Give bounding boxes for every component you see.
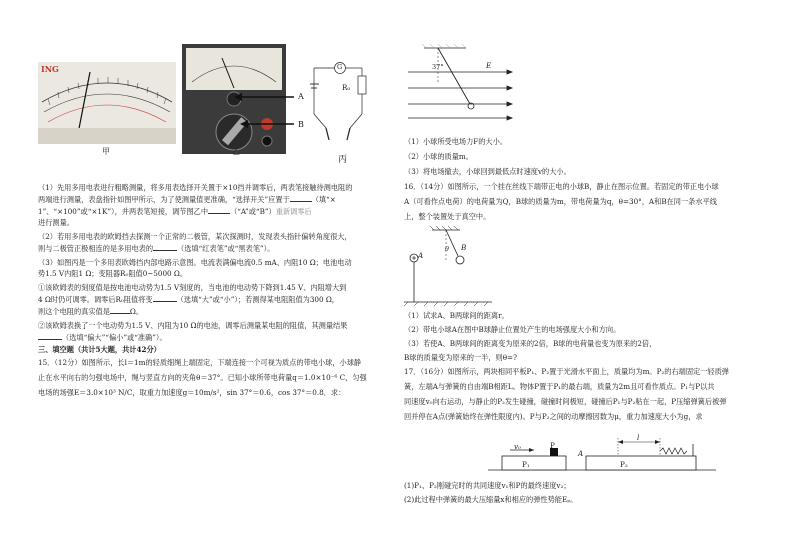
- q17-item-1: (1)P₁、P₂刚碰完时的共同速度v₁和P的最终速度v₂；: [404, 481, 571, 490]
- q2-line-1: （2）若用多用电表的欧姆挡去探测一个正常的二极管，某次探测时，发现表头指针偏转角度很大，: [38, 232, 352, 241]
- figure-caption-bing: 丙: [338, 155, 348, 165]
- dial-scale-drawing: [38, 62, 176, 144]
- q3a-line-2: [38, 293, 400, 305]
- q16-item-3: （3）若使A、B两球间的距离变为原来的2倍，B球的电荷量也变为原来的2倍，: [404, 339, 657, 348]
- q17-label-v0: v₀: [514, 442, 521, 451]
- q16-item-2: （2）带电小球A在图中B球静止位置处产生的电场强度大小和方向。: [404, 325, 621, 334]
- q3-line-2: 势1.5 V内阻1 Ω；变阻器R₀阻值0~5000 Ω。: [38, 269, 188, 278]
- q1-line-2-text: 两端进行测量，表盘指针如图甲所示，为了使测量值更准确，“选择开关”应置于: [38, 195, 290, 204]
- q16-label-b: B: [461, 243, 467, 252]
- plate-p1: [502, 456, 566, 470]
- q1-line-3: [38, 205, 400, 217]
- q3b-line-2: [38, 331, 400, 343]
- plate-p2: [586, 456, 696, 470]
- q17-line-2: 簧，左端A与弹簧的自由端B相距L。物体P置于P₁的最右端，质量为2m且可看作质点。P₁与P以共: [404, 382, 715, 391]
- right-column-bottom: [404, 480, 774, 505]
- q3a-line-1: ①该欧姆表的刻度值是按电池电动势为1.5 V刻度的，当电池的电动势下降到1.45 V、内阻增大到: [38, 283, 347, 292]
- answer-blank[interactable]: [290, 193, 312, 202]
- q1-line-1: （1）先用多用电表进行粗略测量，将多用表选择开关置于×10挡并调零后，两表笔接触待测电阻的: [38, 183, 353, 192]
- q3a-line-3-text: 则这个电阻的真实值是: [38, 307, 110, 316]
- galvanometer-label: G: [337, 63, 343, 71]
- angle-label-37: 37°: [432, 63, 444, 71]
- q3a-line-3: [38, 305, 400, 317]
- q16-label-theta: θ: [445, 245, 449, 253]
- q1-line-3-opt: （“A”或“B”）: [230, 207, 276, 216]
- q2-line-2-text: 则与二极管正极相连的是多用电表的: [38, 244, 154, 253]
- electric-field-figure: [408, 44, 516, 124]
- q2-line-2-opt: （选填“红表笔”或“黑表笔”）。: [177, 244, 275, 253]
- q15-line-1: 15．（12分）如图所示，长l＝1m的轻质细绳上端固定，下端连接一个可视为质点的带电小球，小球静: [38, 358, 362, 367]
- spring: [660, 448, 687, 454]
- q16-label-a: A: [418, 251, 424, 260]
- field-label-e: E: [486, 61, 492, 70]
- figure-caption-jia: 甲: [102, 147, 110, 156]
- q3b-line-2-opt: （选填“偏大”“偏小”或“准确”）。: [62, 333, 167, 342]
- q1-line-3-text: 1”、“×100”或“×1K”），并两表笔短接，调节图乙中: [38, 207, 209, 216]
- q16-line-3: 上，整个装置处于真空中。: [404, 212, 491, 221]
- q3b-line-1: ②该欧姆表换了一个电动势为1.5 V、内阻为10 Ω的电池，调零后测量某电阻的阻值，其测量结果: [38, 321, 348, 330]
- resistor-label: R₀: [342, 83, 351, 92]
- q1-line-3-tail: 重新调零后: [275, 207, 312, 216]
- answer-blank[interactable]: [208, 205, 230, 214]
- right-column-mid: [404, 310, 774, 422]
- answer-blank[interactable]: [38, 331, 62, 340]
- q3-line-1: （3）如图丙是一个多用表欧姆挡内部电路示意图。电流表满偏电流0.5 mA、内阻10 Ω；电池电动: [38, 258, 352, 267]
- q1-line-2: [38, 193, 400, 205]
- q16-line-1: 16．（14分）如图所示，一个挂在丝线下端带正电的小球B，静止在图示位置。若固定的带正电小球: [404, 182, 719, 191]
- q17-label-p1: P₁: [522, 460, 530, 469]
- q1-line-2-opt: （填“×: [311, 195, 336, 204]
- right-column-top: [404, 136, 774, 222]
- dial-brand: ING: [41, 64, 59, 74]
- q17-line-3: 同速度v₀向右运动，与静止的P₂发生碰撞，碰撞时间极短，碰撞后P₁与P₂粘在一起，P压缩弹簧后被弹: [404, 397, 727, 406]
- q15-line-3: 电场的场强E＝3.0×10³ N/C，取重力加速度g＝10m/s²，sin 37°＝0.6，cos 37°＝0.8．求：: [38, 388, 346, 397]
- answer-blank[interactable]: [153, 293, 177, 302]
- q15-line-2: 止在水平向右的匀强电场中，绳与竖直方向的夹角θ＝37°。已知小球所带电荷量q＝1.0×10⁻⁶ C，匀强: [38, 373, 367, 382]
- q15-item-2: （2）小球的质量m。: [404, 152, 473, 161]
- q16-item-1: （1）试求A、B两球间的距离r。: [404, 311, 509, 320]
- label-b: B: [298, 120, 304, 129]
- left-column: [38, 182, 400, 398]
- q17-label-a: A: [578, 449, 584, 458]
- figure-caption-yi: 乙: [232, 147, 240, 156]
- q17-line-1: 17．（16分）如图所示，两块相同平板P₁、P₂置于光滑水平面上，质量均为m。P₂的右端固定一轻质弹: [404, 367, 729, 376]
- q17-label-p: P: [550, 441, 555, 450]
- multimeter-dial-photo: [38, 62, 176, 144]
- pointer-arrows: [234, 88, 296, 136]
- resistor-symbol: [358, 76, 366, 94]
- q3a-line-3-unit: Ω。: [129, 307, 144, 316]
- q2-line-2: [38, 242, 400, 254]
- q16-figure: [404, 226, 494, 310]
- q17-item-2: (2)此过程中弹簧的最大压缩量x和相应的弹性势能Eₚ。: [404, 495, 578, 504]
- section-3-heading: 三、填空题（共计5大题，共计42分）: [38, 345, 161, 354]
- q17-label-p2: P₂: [620, 460, 628, 469]
- label-a: A: [298, 92, 304, 101]
- q16-item-3b: B球的质量变为原来的一半，则θ=?: [404, 353, 517, 362]
- q3a-line-2-text: 4 Ω时仍可调零。调零后R₀阻值将变: [38, 295, 153, 304]
- q1-line-4: 进行测量。: [38, 218, 74, 227]
- q16-line-2: A（可看作点电荷）的电荷量为Q，B球的质量为m，带电荷量为q，θ=30°，A和B在同一条水平线: [404, 197, 717, 206]
- q17-label-l: l: [637, 433, 640, 442]
- answer-blank[interactable]: [110, 305, 130, 314]
- q3a-line-2-opt: （选填“大”或“小”）；若测得某电阻阻值为300 Ω，: [176, 295, 339, 304]
- q15-item-3: （3）将电场撤去，小球回到最低点时速度v的大小。: [404, 167, 571, 176]
- q17-line-4: 回并停在A点(弹簧始终在弹性限度内)。P与P₂之间的动摩擦因数为μ，重力加速度大小为g，求: [404, 412, 703, 421]
- q15-item-1: （1）小球所受电场力F的大小。: [404, 137, 507, 146]
- answer-blank[interactable]: [153, 242, 177, 251]
